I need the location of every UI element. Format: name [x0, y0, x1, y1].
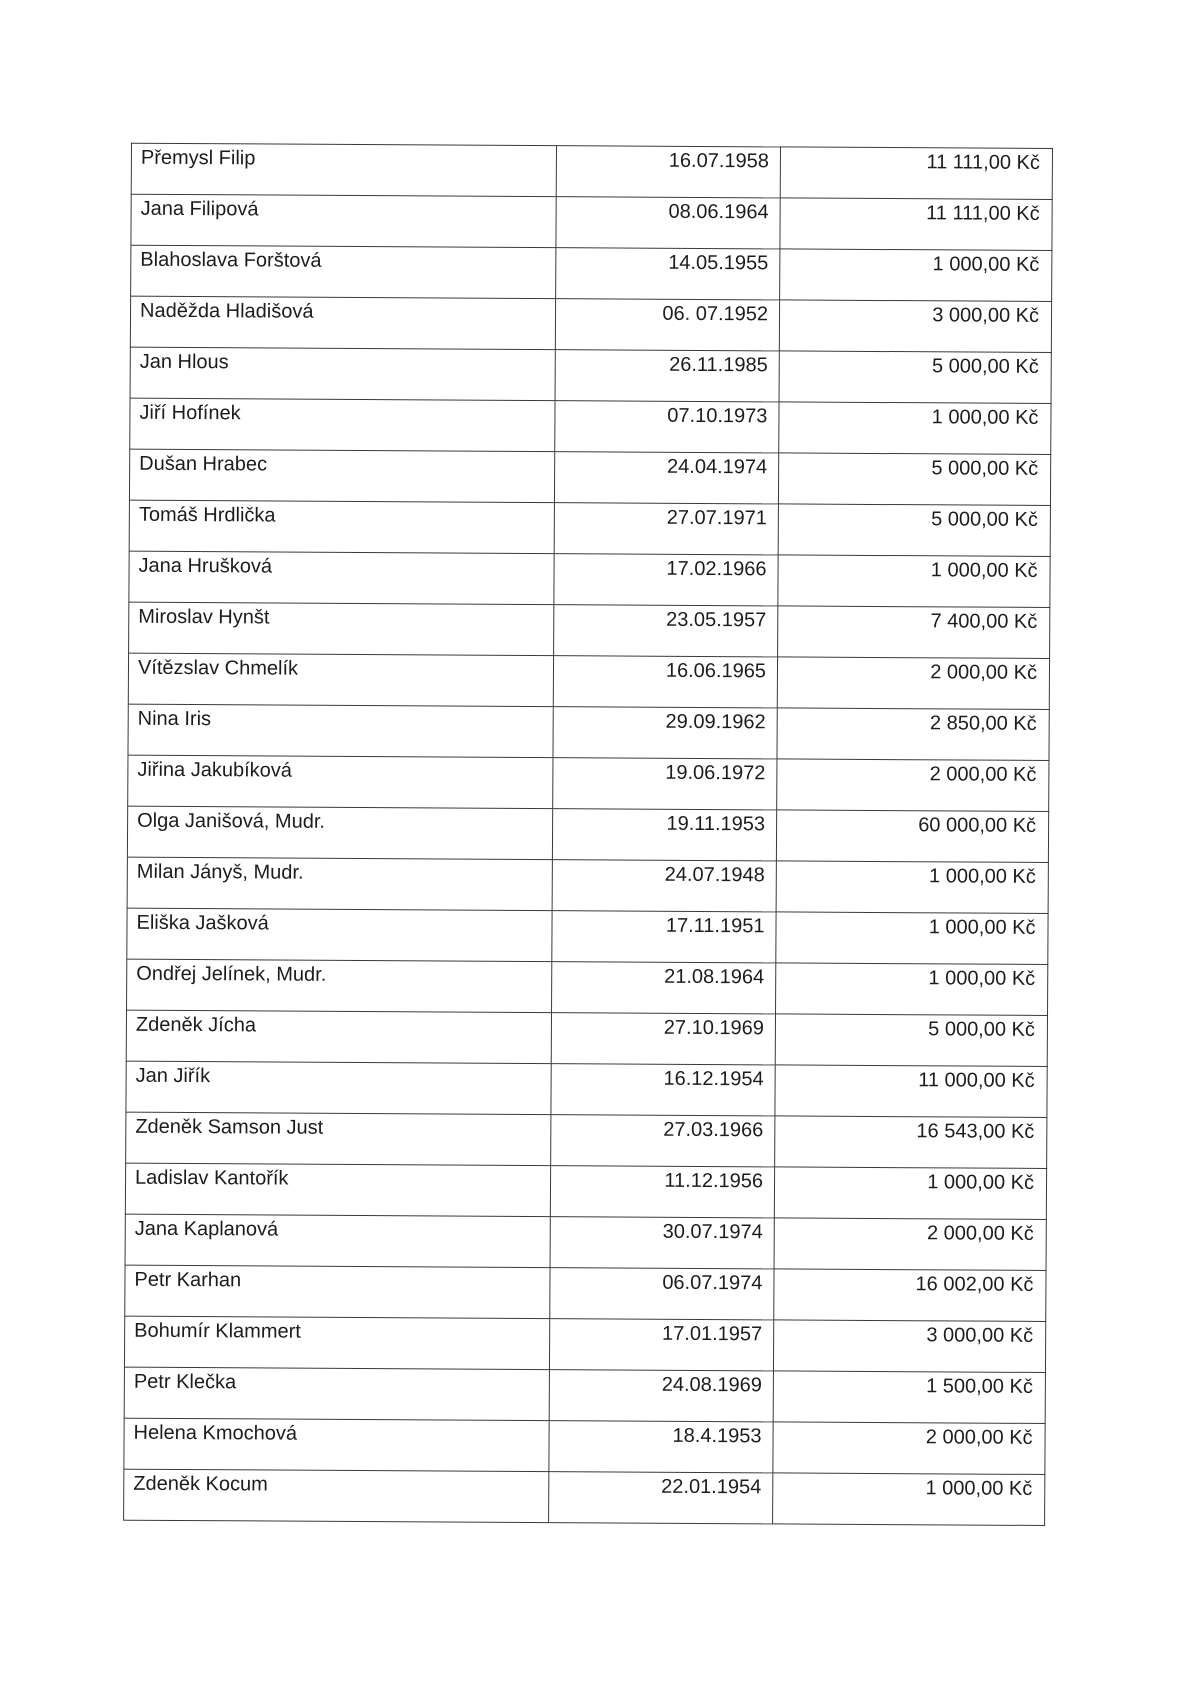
date-cell-text: 30.07.1974 [662, 1220, 763, 1244]
date-cell-text: 27.07.1971 [666, 506, 767, 530]
amount-cell-text: 1 000,00 Kč [931, 406, 1039, 429]
date-cell [549, 1319, 773, 1371]
name-cell [127, 908, 552, 961]
date-cell [551, 1115, 775, 1167]
amount-cell [775, 1065, 1047, 1118]
amount-cell-text: 5 000,00 Kč [928, 1018, 1035, 1041]
date-cell-text: 06. 07.1952 [662, 302, 769, 326]
name-cell [124, 1316, 549, 1369]
amount-cell [780, 198, 1052, 251]
table-row [124, 1418, 1045, 1474]
amount-cell-text: 2 000,00 Kč [930, 661, 1038, 684]
date-cell-text: 11.12.1956 [664, 1169, 764, 1193]
name-cell [130, 296, 555, 349]
date-cell-text: 24.04.1974 [666, 455, 768, 479]
name-cell-text: Milan Jányš, Mudr. [136, 860, 304, 884]
date-cell-text: 24.08.1969 [661, 1373, 762, 1397]
name-cell-text: Ondřej Jelínek, Mudr. [136, 962, 327, 986]
table-row [131, 245, 1052, 301]
name-cell [127, 959, 552, 1012]
name-cell-text: Helena Kmochová [133, 1421, 298, 1445]
amount-cell [780, 147, 1052, 200]
table-row [128, 653, 1049, 709]
amount-cell-text: 3 000,00 Kč [932, 304, 1040, 327]
amount-cell-text: 2 850,00 Kč [929, 712, 1037, 735]
date-cell [551, 1064, 775, 1116]
date-cell-text: 17.02.1966 [666, 557, 767, 581]
amount-cell-text: 3 000,00 Kč [926, 1324, 1034, 1347]
date-cell-text: 21.08.1964 [664, 965, 765, 989]
name-cell [125, 1214, 550, 1267]
table-row [129, 602, 1050, 658]
amount-cell [776, 810, 1048, 863]
date-cell-text: 23.05.1957 [666, 608, 767, 632]
amount-cell [777, 657, 1049, 710]
donor-table [123, 143, 1053, 1526]
date-cell [556, 248, 780, 300]
table-row [127, 806, 1048, 862]
amount-cell-text: 5 000,00 Kč [931, 508, 1038, 531]
date-cell [550, 1166, 774, 1218]
amount-cell [773, 1320, 1045, 1373]
table-row [124, 1469, 1045, 1525]
amount-cell [774, 1218, 1046, 1271]
amount-cell-text: 1 500,00 Kč [926, 1375, 1033, 1398]
name-cell [128, 704, 553, 757]
date-cell [552, 860, 776, 912]
table-row [129, 449, 1050, 505]
name-cell-text: Ladislav Kantořík [134, 1166, 289, 1190]
date-cell [554, 554, 778, 606]
name-cell-text: Zdeněk Jícha [135, 1013, 257, 1037]
name-cell-text: Jan Jiřík [135, 1064, 211, 1088]
amount-cell-text: 16 543,00 Kč [916, 1120, 1035, 1143]
amount-cell-text: 60 000,00 Kč [918, 814, 1037, 837]
table-row [126, 1061, 1047, 1117]
name-cell [130, 398, 555, 451]
name-cell-text: Jiří Hofínek [139, 401, 241, 425]
name-cell [129, 449, 554, 502]
date-cell-text: 06.07.1974 [662, 1271, 763, 1295]
name-cell-text: Petr Klečka [133, 1370, 237, 1394]
table-row [127, 908, 1048, 964]
name-cell-text: Nina Iris [137, 707, 212, 731]
amount-cell-text: 1 000,00 Kč [930, 559, 1038, 582]
name-cell [125, 1163, 550, 1216]
amount-cell [779, 300, 1051, 353]
amount-cell-text: 1 000,00 Kč [932, 253, 1040, 276]
table-row [127, 959, 1048, 1015]
name-cell-text: Jan Hlous [139, 350, 229, 374]
date-cell [554, 503, 778, 555]
name-cell [129, 551, 554, 604]
name-cell [126, 1010, 551, 1063]
date-cell-text: 17.11.1951 [665, 914, 765, 938]
amount-cell [776, 861, 1048, 914]
date-cell-text: 27.10.1969 [663, 1016, 764, 1040]
name-cell-text: Bohumír Klammert [134, 1319, 301, 1343]
amount-cell-text: 5 000,00 Kč [931, 355, 1039, 378]
amount-cell-text: 1 000,00 Kč [925, 1477, 1033, 1500]
amount-cell [774, 1269, 1046, 1322]
table-row [125, 1163, 1046, 1219]
name-cell [126, 1112, 551, 1165]
date-cell-text: 22.01.1954 [661, 1475, 762, 1499]
amount-cell [777, 708, 1049, 761]
name-cell [127, 806, 552, 859]
name-cell-text: Jiřina Jakubíková [137, 758, 292, 782]
amount-cell-text: 2 000,00 Kč [925, 1426, 1033, 1449]
name-cell [131, 194, 556, 247]
amount-cell [778, 504, 1050, 557]
amount-cell [778, 555, 1050, 608]
name-cell [129, 602, 554, 655]
date-cell [550, 1268, 774, 1320]
amount-cell [775, 1014, 1047, 1067]
date-cell [555, 350, 779, 402]
amount-cell [776, 963, 1048, 1016]
amount-cell-text: 2 000,00 Kč [926, 1222, 1034, 1245]
date-cell-text: 08.06.1964 [668, 200, 769, 224]
table-row [129, 500, 1050, 556]
amount-cell [776, 912, 1048, 965]
amount-cell-text: 11 000,00 Kč [918, 1069, 1035, 1092]
table-row [126, 1010, 1047, 1066]
date-cell-text: 16.07.1958 [668, 149, 769, 173]
date-cell [553, 707, 777, 759]
name-cell [128, 653, 553, 706]
date-cell [549, 1370, 773, 1422]
table-row [124, 1316, 1045, 1372]
table-row [124, 1367, 1045, 1423]
name-cell-text: Naděžda Hladišová [139, 299, 314, 323]
date-cell [554, 452, 778, 504]
name-cell [130, 347, 555, 400]
date-cell-text: 27.03.1966 [663, 1118, 764, 1142]
name-cell-text: Dušan Hrabec [139, 452, 268, 476]
name-cell-text: Zdeněk Samson Just [135, 1115, 324, 1139]
name-cell [128, 755, 553, 808]
name-cell [125, 1265, 550, 1318]
name-cell [126, 1061, 551, 1114]
table-row [131, 143, 1052, 199]
date-cell [556, 197, 780, 249]
amount-cell-text: 2 000,00 Kč [929, 763, 1037, 786]
date-cell-text: 19.11.1953 [666, 812, 766, 836]
name-cell [124, 1367, 549, 1420]
name-cell [131, 143, 556, 196]
name-cell [127, 857, 552, 910]
amount-cell [773, 1422, 1045, 1475]
table-row [130, 347, 1051, 403]
amount-cell-text: 11 111,00 Kč [926, 151, 1040, 174]
date-cell [552, 911, 776, 963]
name-cell-text: Zdeněk Kocum [133, 1472, 268, 1496]
amount-cell-text: 1 000,00 Kč [927, 1171, 1035, 1194]
date-cell-text: 16.06.1965 [665, 659, 767, 683]
amount-cell-text: 5 000,00 Kč [931, 457, 1039, 480]
amount-cell [774, 1167, 1046, 1220]
name-cell [129, 500, 554, 553]
name-cell [124, 1418, 549, 1471]
amount-cell [777, 759, 1049, 812]
name-cell-text: Tomáš Hrdlička [138, 503, 276, 527]
date-cell [549, 1472, 773, 1524]
amount-cell [780, 249, 1052, 302]
table-row [125, 1265, 1046, 1321]
date-cell-text: 14.05.1955 [668, 251, 769, 275]
name-cell [131, 245, 556, 298]
amount-cell [779, 402, 1051, 455]
amount-cell [778, 606, 1050, 659]
amount-cell-text: 7 400,00 Kč [930, 610, 1038, 633]
table-row [128, 704, 1049, 760]
date-cell [555, 299, 779, 351]
date-cell-text: 29.09.1962 [665, 710, 766, 734]
amount-cell-text: 1 000,00 Kč [928, 967, 1036, 990]
date-cell-text: 07.10.1973 [667, 404, 768, 428]
date-cell-text: 16.12.1954 [663, 1067, 764, 1091]
donor-table-body [124, 143, 1053, 1525]
amount-cell-text: 11 111,00 Kč [926, 202, 1040, 225]
amount-cell [779, 351, 1051, 404]
date-cell [553, 758, 777, 810]
date-cell [555, 401, 779, 453]
name-cell-text: Petr Karhan [134, 1268, 242, 1292]
name-cell-text: Olga Janišová, Mudr. [137, 809, 326, 833]
amount-cell [773, 1473, 1045, 1526]
table-row [129, 551, 1050, 607]
date-cell-text: 19.06.1972 [665, 761, 766, 785]
amount-cell-text: 16 002,00 Kč [915, 1273, 1034, 1296]
date-cell [552, 809, 776, 861]
table-row [130, 398, 1051, 454]
date-cell [551, 1013, 775, 1065]
name-cell-text: Jana Hrušková [138, 554, 273, 578]
table-row [130, 296, 1051, 352]
name-cell-text: Jana Filipová [140, 197, 259, 221]
table-row [126, 1112, 1047, 1168]
name-cell-text: Jana Kaplanová [134, 1217, 279, 1241]
amount-cell [775, 1116, 1047, 1169]
date-cell [553, 656, 777, 708]
table-row [125, 1214, 1046, 1270]
date-cell [556, 146, 780, 198]
date-cell-text: 17.01.1957 [661, 1322, 763, 1346]
name-cell-text: Miroslav Hynšt [138, 605, 270, 629]
amount-cell-text: 1 000,00 Kč [928, 865, 1036, 888]
name-cell [124, 1469, 549, 1522]
date-cell-text: 26.11.1985 [669, 353, 768, 377]
table-row [127, 857, 1048, 913]
amount-cell [773, 1371, 1045, 1424]
name-cell-text: Vítězslav Chmelík [137, 656, 299, 680]
date-cell [550, 1217, 774, 1269]
name-cell-text: Blahoslava Forštová [140, 248, 322, 272]
table-row [128, 755, 1049, 811]
date-cell [549, 1421, 773, 1473]
name-cell-text: Přemysl Filip [140, 146, 256, 170]
date-cell-text: 18.4.1953 [672, 1424, 762, 1448]
amount-cell [778, 453, 1050, 506]
table-row [131, 194, 1052, 250]
name-cell-text: Eliška Jašková [136, 911, 269, 935]
amount-cell-text: 1 000,00 Kč [928, 916, 1036, 939]
date-cell-text: 24.07.1948 [664, 863, 765, 887]
date-cell [554, 605, 778, 657]
date-cell [552, 962, 776, 1014]
